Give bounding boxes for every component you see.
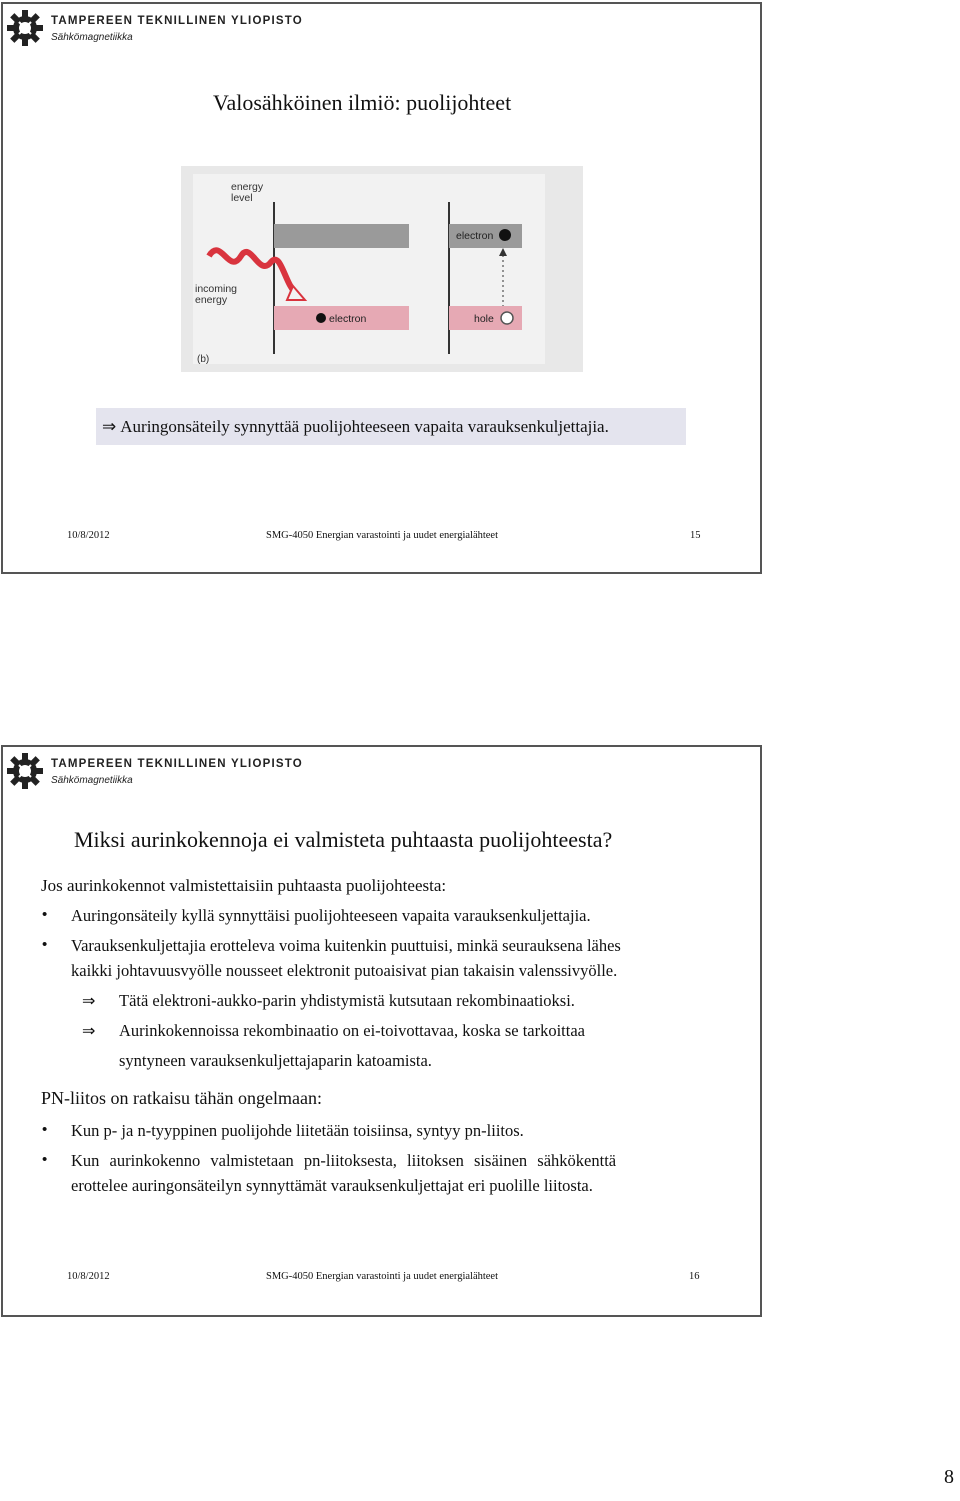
- university-logo: [5, 751, 303, 791]
- energy-level-label-2: level: [231, 192, 253, 204]
- callout-box: [96, 408, 686, 445]
- slide-16: [1, 745, 762, 1317]
- bullet-icon: •: [42, 1121, 48, 1138]
- electron-bottom-label: electron: [329, 313, 367, 325]
- department-name: Sähkömagnetiikka: [51, 775, 133, 786]
- university-logo: [5, 8, 303, 48]
- energy-band-figure: [181, 166, 583, 372]
- pn-heading: PN-liitos on ratkaisu tähän ongelmaan:: [41, 1088, 322, 1108]
- bullet-icon: •: [42, 936, 48, 953]
- incoming-energy-label-1: incoming: [195, 283, 238, 295]
- department-name: Sähkömagnetiikka: [51, 32, 133, 43]
- bullet-3: Kun p- ja n-tyyppinen puolijohde liitetään toisiinsa, syntyy pn-liitos.: [71, 1121, 524, 1140]
- bullet-4-line-1: Kun aurinkokenno valmistetaan pn-liitoksesta, liitoksen sisäinen sähkökenttä: [71, 1151, 617, 1170]
- hole-dot: [501, 312, 513, 324]
- footer-date: 10/8/2012: [67, 530, 110, 541]
- slide-15: [1, 2, 762, 574]
- footer-slide-number: 15: [690, 530, 701, 541]
- bullet-icon: •: [42, 906, 48, 923]
- footer-course: SMG-4050 Energian varastointi ja uudet energialähteet: [266, 1271, 499, 1282]
- bullet-2-line-2: kaikki johtavuusvyölle nousseet elektronit putoaisivat pian takaisin valenssivyölle.: [71, 961, 618, 980]
- implies-2-line-2: syntyneen varauksenkuljettajaparin katoamista.: [119, 1051, 432, 1070]
- incoming-energy-label-2: energy: [195, 294, 228, 306]
- slide-title: Valosähköinen ilmiö: puolijohteet: [213, 90, 512, 115]
- implies-arrow-icon: ⇒: [82, 1023, 96, 1040]
- footer-course: SMG-4050 Energian varastointi ja uudet energialähteet: [266, 530, 499, 541]
- university-name: TAMPEREEN TEKNILLINEN YLIOPISTO: [51, 758, 303, 770]
- bullet-1: Auringonsäteily kyllä synnyttäisi puolijohteeseen vapaita varauksenkuljettajia.: [71, 906, 591, 925]
- page-number: 8: [944, 1466, 954, 1488]
- intro-line: Jos aurinkokennot valmistettaisiin puhtaasta puolijohteesta:: [41, 876, 447, 895]
- electron-dot-bottom: [316, 313, 326, 323]
- footer-date: 10/8/2012: [67, 1271, 110, 1282]
- slide-title: Miksi aurinkokennoja ei valmisteta puhtaasta puolijohteesta?: [74, 827, 613, 852]
- implies-arrow-icon: ⇒: [82, 993, 96, 1010]
- implies-1: Tätä elektroni-aukko-parin yhdistymistä kutsutaan rekombinaatioksi.: [119, 991, 575, 1010]
- gear-logo-icon: [5, 8, 45, 48]
- electron-dot-top: [499, 229, 511, 241]
- implies-2-line-1: Aurinkokennoissa rekombinaatio on ei-toivottavaa, koska se tarkoittaa: [119, 1021, 585, 1040]
- bullet-2-line-1: Varauksenkuljettajia erotteleva voima kuitenkin puuttuisi, minkä seurauksena lähes: [71, 936, 621, 955]
- bullet-4-line-2: erottelee auringonsäteilyn synnyttämät varauksenkuljettajat eri puolille liitosta.: [71, 1176, 593, 1195]
- university-name: TAMPEREEN TEKNILLINEN YLIOPISTO: [51, 15, 303, 27]
- footer-slide-number: 16: [689, 1271, 700, 1282]
- implies-arrow-icon: ⇒: [102, 417, 117, 436]
- conduction-band-left: [274, 224, 409, 248]
- electron-top-label: electron: [456, 230, 494, 242]
- bullet-icon: •: [42, 1151, 48, 1168]
- gear-logo-icon: [5, 751, 45, 791]
- panel-label: (b): [197, 354, 210, 365]
- energy-level-label-1: energy: [231, 181, 264, 193]
- hole-label: hole: [474, 313, 494, 325]
- energy-band-diagram: [181, 166, 583, 372]
- callout-text: Auringonsäteily synnyttää puolijohteeseen vapaita varauksenkuljettajia.: [120, 417, 609, 436]
